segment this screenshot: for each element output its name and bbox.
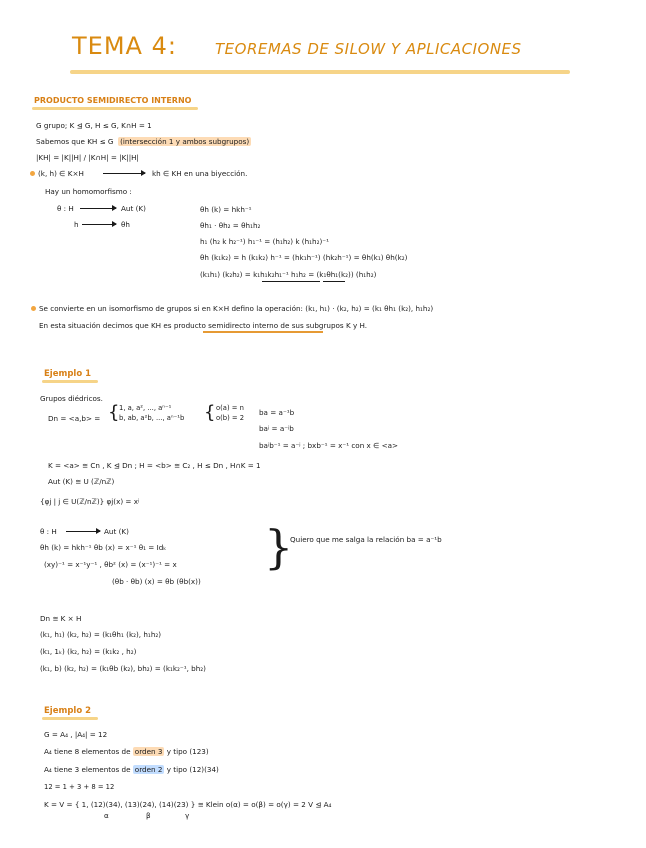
text-line: {φj | j ∈ U(ℤ/nℤ)} φj(x) = xʲ [40,497,140,506]
text-line: b, ab, a²b, ..., aⁿ⁻¹b [119,414,185,422]
text-line: β [146,811,151,820]
text-line: o(b) = 2 [216,414,245,422]
text-line: Dn = <a,b> = [48,414,101,423]
underline [262,281,320,282]
text-line: |KH| = |K||H| / |K∩H| = |K||H| [36,153,139,162]
text-line: K = <a> ≅ Cn , K ⊴ Dn ; H = <b> ≅ C₂ , H ≤ Dn , H∩K = 1 [48,461,261,470]
section-underline [42,380,98,383]
section-ejemplo-1: Ejemplo 1 [44,369,92,379]
text-line: A₄ tiene 8 elementos de orden 3 y tipo (123) [44,747,209,756]
arrow-icon [80,208,116,209]
text-line: 1, a, a², ..., aⁿ⁻¹ [119,404,172,412]
underline [203,331,323,333]
page-title: TEMA 4: [72,32,177,60]
text-line: h₁ (h₂ k h₂⁻¹) h₁⁻¹ = (h₁h₂) k (h₁h₂)⁻¹ [200,237,329,246]
text-line: γ [185,811,190,820]
text-line: θh (k) = hkh⁻¹ [200,205,252,214]
text-line: (xy)⁻¹ = x⁻¹y⁻¹ , θb² (x) = (x⁻¹)⁻¹ = x [44,560,177,569]
section-producto-semidirecto: PRODUCTO SEMIDIRECTO INTERNO [34,96,192,105]
text-line: baʲb⁻¹ = a⁻ʲ ; bxb⁻¹ = x⁻¹ con x ∈ <a> [259,441,399,450]
text-line: (k₁, 1ₖ) (k₂, h₂) = (k₁k₂ , h₂) [40,647,137,656]
text-line: θh [121,220,130,229]
text-line: 12 = 1 + 3 + 8 = 12 [44,783,115,791]
text-line: ba = a⁻¹b [259,408,295,417]
text-line: θ : H [40,527,57,536]
text-line: (k, h) ∈ K×H [38,169,84,178]
text-line: Quiero que me salga la relación ba = a⁻¹b [290,535,442,544]
brace: { [204,402,216,423]
title-underline [70,70,570,74]
text-line: A₄ tiene 3 elementos de orden 2 y tipo (12)(34) [44,765,219,774]
section-ejemplo-2: Ejemplo 2 [44,706,92,716]
bullet-dot [31,306,36,311]
text-line: α [104,811,109,820]
text-line: o(a) = n [216,404,244,412]
page-subtitle: TEOREMAS DE SILOW Y APLICACIONES [215,40,522,58]
text-line: Se convierte en un isomorfismo de grupos si en K×H defino la operación: (k₁, h₁) · (k₂, h₂) = (k₁ θh₁ (k₂), h₁h₂) [39,304,434,313]
text-line: K = V = { 1, (12)(34), (13)(24), (14)(23) } ≅ Klein o(α) = o(β) = o(γ) = 2 V ⊴ A₄ [44,800,332,809]
text-line: G = A₄ , |A₄| = 12 [44,730,108,739]
text-line: Dn ≅ K × H [40,614,82,623]
text-line: θh (k₁k₂) = h (k₁k₂) h⁻¹ = (hk₁h⁻¹) (hk₂h⁻¹) = θh(k₁) θh(k₂) [200,253,408,262]
underline [323,281,345,282]
text-line: θh₁ · θh₂ = θh₁h₂ [200,221,261,230]
text-line: (k₁, h₁) (k₂, h₂) = (k₁θh₁ (k₂), h₁h₂) [40,630,162,639]
text-line: h [74,220,79,229]
brace: { [108,402,120,423]
arrow-icon [66,531,100,532]
text-line: (k₁h₁) (k₂h₂) = k₁h₁k₂h₁⁻¹ h₁h₂ = (k₁θh₁(k₂)) (h₁h₂) [200,270,377,279]
arrow-icon [82,224,116,225]
text-line: Sabemos que KH ≤ G (intersección 1 y ambos subgrupos) [36,137,250,146]
section-underline [32,107,198,110]
text-line: θ : H [57,204,74,213]
text-line: (θb · θb) (x) = θb (θb(x)) [112,577,201,586]
brace: } [264,520,294,574]
text-line: θh (k) = hkh⁻¹ θb (x) = x⁻¹ θ₁ = Idₖ [40,543,167,552]
text-line: Aut (K) ≅ U (ℤ/nℤ) [48,477,115,486]
text-line: Hay un homomorfismo : [45,187,132,196]
text-line: baʲ = a⁻ʲb [259,424,294,433]
text-line: En esta situación decimos que KH es producto semidirecto interno de sus subgrupos K y H. [39,321,368,330]
bullet-dot [30,171,35,176]
section-underline [42,717,98,720]
text-line: (k₁, b) (k₂, h₂) = (k₁θb (k₂), bh₂) = (k₁k₂⁻¹, bh₂) [40,664,206,673]
text-line: Aut (K) [104,527,129,536]
text-line: Aut (K) [121,204,146,213]
arrow-icon [103,173,145,174]
text-line: G grupo; K ⊴ G, H ≤ G, K∩H = 1 [36,121,152,130]
text-line: kh ∈ KH en una biyección. [152,169,248,178]
text-line: Grupos diédricos. [40,394,103,403]
